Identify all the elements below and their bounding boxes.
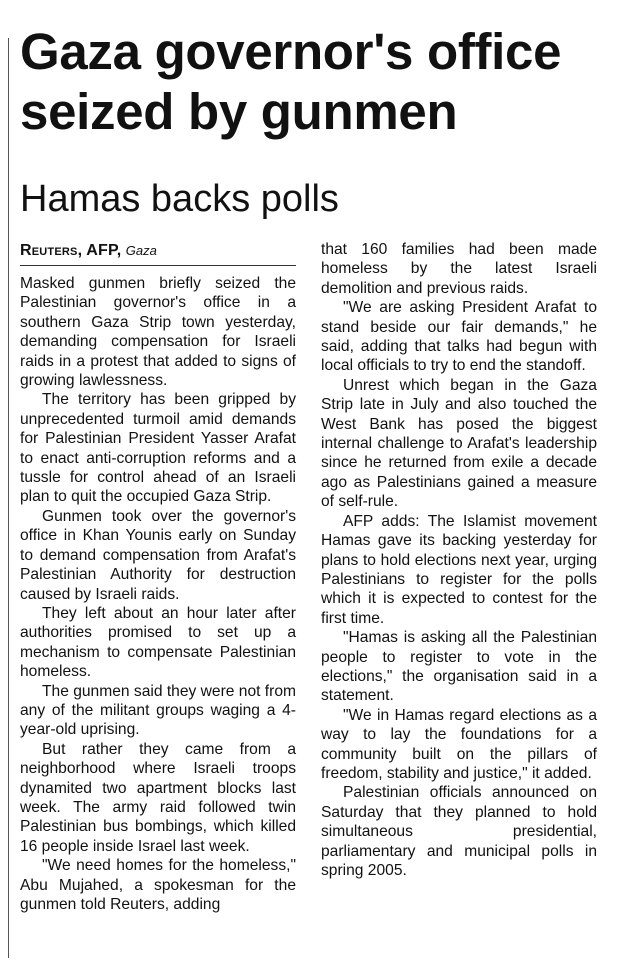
byline bbox=[20, 240, 296, 266]
byline-place: Gaza bbox=[125, 243, 157, 258]
subheadline: Hamas backs polls bbox=[20, 178, 339, 220]
paragraph: Gunmen took over the governor's office in Khan Younis early on Sunday to demand compensation from Arafat's Palestinian Authority for destruction caused by Israeli raids. bbox=[20, 507, 296, 603]
byline-agencies: Reuters, AFP, bbox=[20, 242, 122, 259]
headline: Gaza governor's office seized by gunmen bbox=[20, 23, 562, 140]
paragraph: "We in Hamas regard elections as a way to lay the foundations for a community built on the pillars of freedom, stability and justice," it added. bbox=[321, 706, 597, 782]
paragraph: Palestinian officials announced on Saturday that they planned to hold simultaneous presidential, parliamentary and municipal polls in spring 2005. bbox=[321, 784, 597, 879]
paragraph: AFP adds: The Islamist movement Hamas gave its backing yesterday for plans to hold elections next year, urging Palestinians to register for the polls which it is expected to contest for the first time. bbox=[321, 512, 597, 627]
article-column-left bbox=[20, 240, 296, 914]
paragraph: Unrest which began in the Gaza Strip late in July and also touched the West Bank has posed the biggest internal challenge to Arafat's leadership since he returned from exile a decade ago as Palestinians gained a measure of self-rule. bbox=[321, 376, 597, 511]
paragraph: "Hamas is asking all the Palestinian people to register to vote in the elections," the organisation said in a statement. bbox=[321, 629, 597, 705]
paragraph: that 160 families had been made homeless by the latest Israeli demolition and previous raids. bbox=[321, 241, 597, 297]
paragraph: Masked gunmen briefly seized the Palestinian governor's office in a southern Gaza Strip town yesterday, demanding compensation for Israeli raids in a protest that added to signs of growing lawlessness. bbox=[20, 275, 296, 390]
paragraph: "We need homes for the homeless," Abu Mujahed, a spokesman for the gunmen told Reuters, adding bbox=[20, 857, 296, 913]
paragraph: But rather they came from a neighborhood where Israeli troops dynamited two apartment blocks last week. The army raid followed twin Palestinian bus bombings, which killed 16 people inside Israel last week. bbox=[20, 740, 296, 855]
paragraph: The territory has been gripped by unprecedented turmoil amid demands for Palestinian President Yasser Arafat to enact anti-corruption reforms and a tussle for control ahead of an Israeli plan to quit the occupied Gaza Strip. bbox=[20, 391, 296, 506]
article-column-right bbox=[321, 240, 597, 880]
column-rule bbox=[8, 38, 9, 958]
paragraph: "We are asking President Arafat to stand beside our fair demands," he said, adding that talks had begun with local officials to try to end the standoff. bbox=[321, 299, 597, 375]
paragraph: They left about an hour later after authorities promised to set up a mechanism to compensate Palestinian homeless. bbox=[20, 604, 296, 681]
paragraph: The gunmen said they were not from any of the militant groups waging a 4-year-old uprising. bbox=[20, 682, 296, 739]
